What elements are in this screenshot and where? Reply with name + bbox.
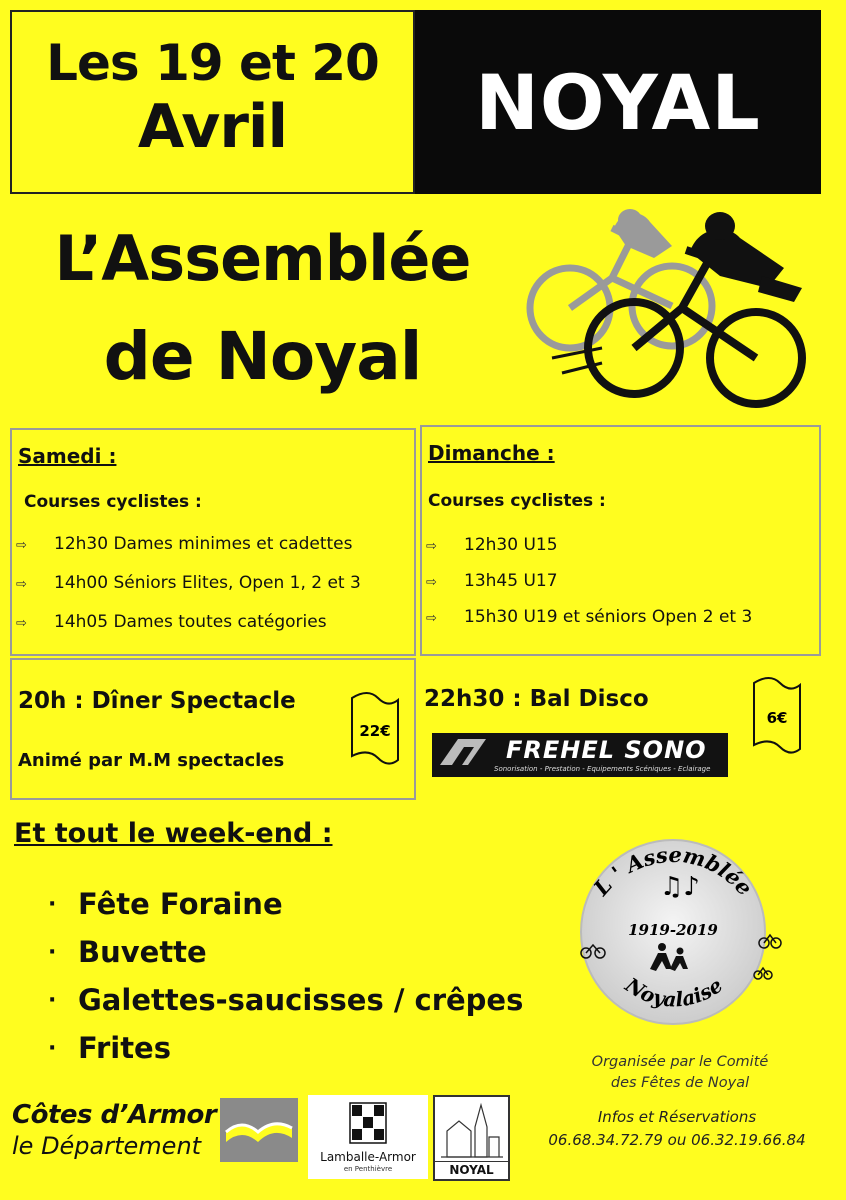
event-title-line-2: de Noyal: [103, 318, 422, 395]
saturday-races-heading: Courses cyclistes :: [24, 492, 202, 512]
arrow-icon: ⇨: [426, 539, 437, 554]
list-item: ⇨ 14h00 Séniors Elites, Open 1, 2 et 3: [16, 573, 361, 593]
sunday-races-heading: Courses cyclistes :: [428, 491, 606, 511]
dinner-price-flag: [346, 690, 404, 768]
sunday-race-list: [426, 535, 752, 643]
lamballe-sub: en Penthièvre: [343, 1165, 393, 1173]
list-item: ⇨ 15h30 U19 et séniors Open 2 et 3: [426, 607, 753, 627]
town-name: NOYAL: [475, 57, 761, 147]
noyal-village-icon: [439, 1101, 505, 1161]
list-item: · Buvette: [48, 935, 207, 969]
list-item: · Fête Foraine: [48, 887, 283, 921]
lamballe-name: Lamballe-Armor: [320, 1150, 416, 1164]
noyal-logo-label: NOYAL: [435, 1161, 508, 1177]
saturday-panel: [10, 428, 416, 656]
badge-top-text: L ' Assemblée: [588, 841, 758, 901]
dinner-price: 22€: [359, 722, 391, 740]
bullet-icon: ·: [48, 891, 57, 917]
list-item: · Galettes-saucisses / crêpes: [48, 983, 524, 1017]
sono-slash-icon: [438, 737, 488, 767]
assemblee-badge: [560, 835, 786, 1025]
contact-info: [512, 1106, 842, 1152]
music-notes-icon: ♫♪: [660, 872, 700, 902]
list-item: ⇨ 14h05 Dames toutes catégories: [16, 612, 327, 632]
arrow-icon: ⇨: [426, 575, 437, 590]
arrow-icon: ⇨: [16, 616, 27, 631]
lamballe-shield-icon: [348, 1101, 388, 1145]
lamballe-armor-logo: [308, 1095, 428, 1179]
arrow-icon: ⇨: [16, 577, 27, 592]
badge-bottom-text: Noyalaise: [620, 972, 728, 1012]
frehel-sono-logo: [432, 733, 728, 777]
sunday-panel: [420, 425, 821, 656]
bullet-icon: ·: [48, 1035, 57, 1061]
noyal-logo: [433, 1095, 510, 1181]
weekend-list: [48, 880, 523, 1072]
bullet-icon: ·: [48, 987, 57, 1013]
arrow-icon: ⇨: [426, 611, 437, 626]
event-title-line-1: L’Assemblée: [54, 222, 471, 295]
town-banner: [415, 10, 821, 194]
badge-years: 1919-2019: [628, 921, 718, 939]
bal-title: 22h30 : Bal Disco: [424, 686, 649, 712]
cotes-darmor-emblem: [220, 1098, 298, 1162]
dinner-title: 20h : Dîner Spectacle: [18, 688, 296, 714]
bal-price: 6€: [766, 709, 788, 727]
contact-phones: 06.68.34.72.79 ou 06.32.19.66.84: [548, 1131, 806, 1149]
list-item: ⇨ 12h30 U15: [426, 535, 558, 555]
sponsor-name: FREHEL SONO: [506, 736, 707, 764]
bullet-icon: ·: [48, 939, 57, 965]
contact-title: Infos et Réservations: [597, 1108, 757, 1126]
date-line-2: Avril: [137, 92, 288, 162]
list-item: ⇨ 13h45 U17: [426, 571, 558, 591]
cyclist-illustration: [522, 198, 822, 418]
list-item: · Frites: [48, 1031, 171, 1065]
dinner-subtitle: Animé par M.M spectacles: [18, 750, 285, 771]
cotes-darmor-logo-text: Côtes d’Armor le Département: [12, 1100, 217, 1160]
date-line-1: Les 19 et 20: [46, 34, 379, 92]
date-box: [10, 10, 415, 194]
sunday-heading: Dimanche :: [428, 441, 555, 465]
organiser-text: Organisée par le Comité des Fêtes de Noyal: [591, 1054, 769, 1091]
arrow-icon: ⇨: [16, 538, 27, 553]
saturday-heading: Samedi :: [18, 444, 117, 468]
bal-price-flag: [748, 675, 806, 757]
sponsor-tagline: Sonorisation - Prestation - Equipements Scéniques - Eclairage: [494, 765, 711, 773]
list-item: ⇨ 12h30 Dames minimes et cadettes: [16, 534, 353, 554]
saturday-race-list: [16, 534, 361, 651]
weekend-heading: Et tout le week-end :: [14, 818, 333, 849]
